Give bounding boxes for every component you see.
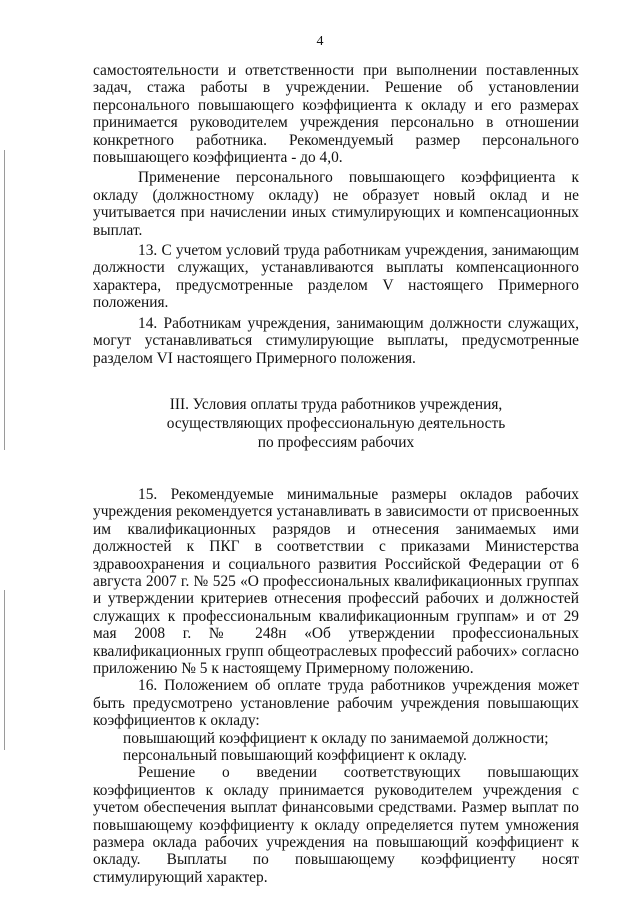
paragraph: 16. Положением об оплате труда работников учреждения может быть предусмотрено установление рабочим учреждения повышающих коэффициентов к окладу: [93, 677, 579, 730]
paragraph: 13. С учетом условий труда работникам учреждения, занимающим должности служащих, устанавливаются выплаты компенсационного характера, предусмотренные разделом V настоящего Примерного положения. [93, 242, 579, 312]
list-item: персональный повышающий коэффициент к окладу. [123, 747, 467, 764]
list-item: повышающий коэффициент к окладу по занимаемой должности; [123, 729, 549, 747]
paragraph: самостоятельности и ответственности при выполнении поставленных задач, стажа работы в учреждении. Решение об установлении персонального повышающего коэффициента к окладу и его размерах принимается руководителем учреждения персонально в отношении конкретного работника. Рекомендуемый размер персонального повышающего коэффициента - до 4,0. [93, 62, 579, 167]
paragraph: 14. Работникам учреждения, занимающим должности служащих, могут устанавливаться стимулирующие выплаты, предусмотренные разделом VI настоящего Примерного положения. [93, 314, 579, 367]
paragraph: Применение персонального повышающего коэффициента к окладу (должностному окладу) не образует новый оклад и не учитывается при начислении иных стимулирующих и компенсационных выплат. [93, 169, 579, 239]
paragraph: Решение о введении соответствующих повышающих коэффициентов к окладу принимается руководителем учреждения с учетом обеспечения выплат финансовыми средствами. Размер выплат по повышающему коэффициенту к окладу определяется путем умножения размера оклада рабочих учреждения на повышающий коэффициент к окладу. Выплаты по повышающему коэффициенту носят стимулирующий характер. [93, 764, 579, 886]
scan-edge-line [4, 150, 5, 450]
scan-edge-line [4, 590, 5, 750]
section-heading-line: III. Условия оплаты труда работников учреждения, [169, 395, 503, 413]
section-heading [93, 395, 579, 452]
section-heading-line: по профессиям рабочих [257, 433, 415, 451]
paragraph: 15. Рекомендуемые минимальные размеры окладов рабочих учреждения рекомендуется устанавливать в зависимости от присвоенных им квалификационных разрядов и отнесения занимаемых ими должностей к ПКГ в соответствии с приказами Министерства здравоохранения и социального развития Российской Федерации от 6 августа 2007 г. № 525 «О профессиональных квалификационных группах и утверждении критериев отнесения профессий рабочих и должностей служащих к профессиональным квалификационным группам» и от 29 мая 2008 г. № 248н «Об утверждении профессиональных квалификационных групп общеотраслевых профессий рабочих» согласно приложению № 5 к настоящему Примерному положению. [93, 485, 579, 677]
section-heading-line: осуществляющих профессиональную деятельность [166, 414, 506, 432]
document-body [93, 62, 579, 886]
page-number: 4 [316, 34, 324, 49]
